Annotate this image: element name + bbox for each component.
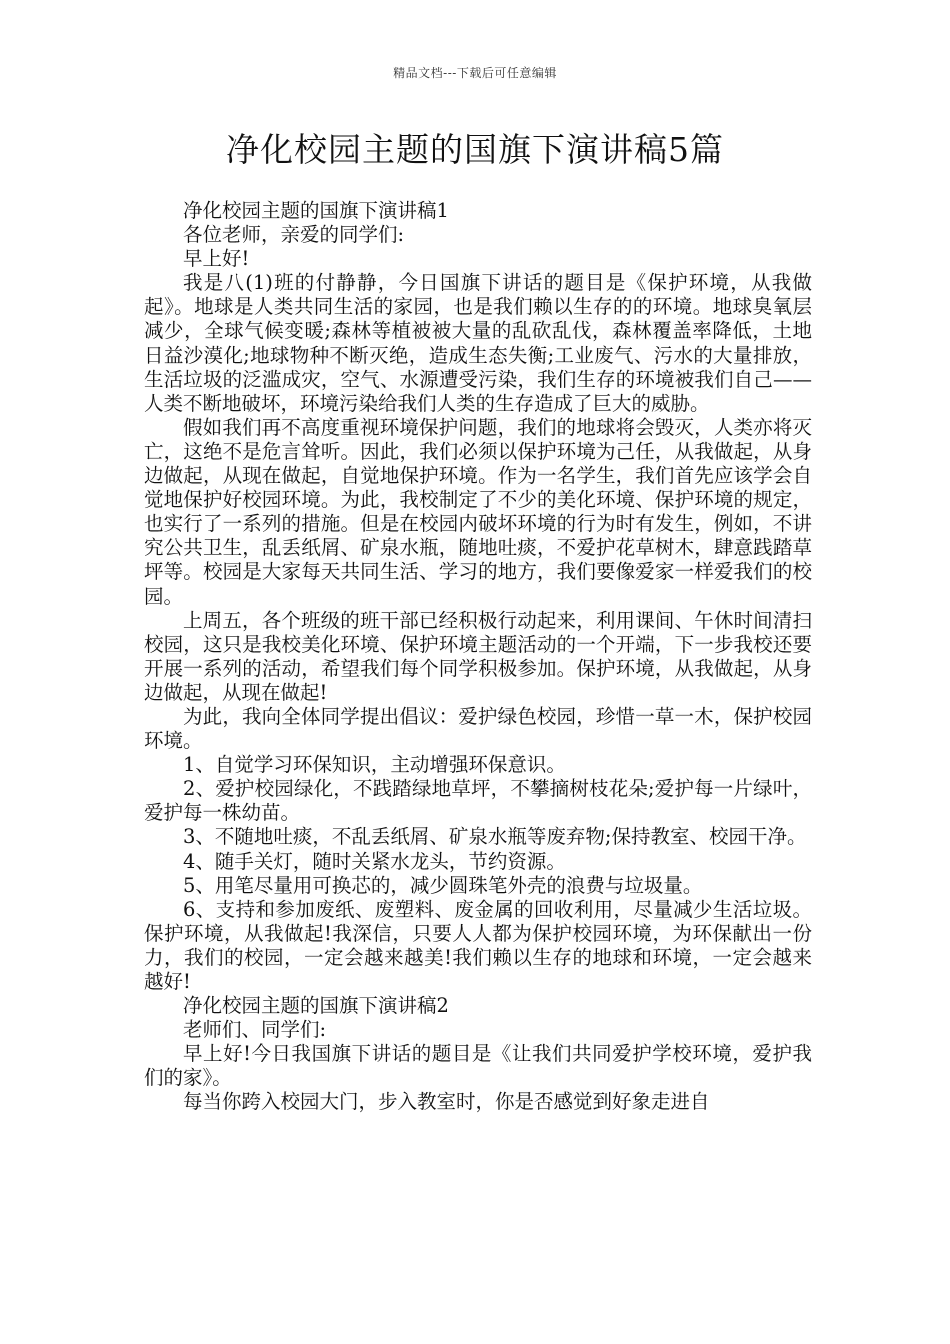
greeting: 各位老师，亲爱的同学们: [183,223,405,247]
paragraph: 假如我们再不高度重视环境保护问题，我们的地球将会毁灭，人类亦将灭亡，这绝不是危言耸听。因此，我们必须以保护环境为己任，从我做起，从身边做起，从现在做起，自觉地保护环境。作为一名学生，我们首先应该学会自觉地保护好校园环境。为此，我校制定了不少的美化环境、保护环境的规定，也实行了一系列的措施。但是在校园内破坏环境的行为时有发生，例如，不讲究公共卫生，乱丢纸屑、矿泉水瓶，随地吐痰，不爱护花草树木，肆意践踏草坪等。校园是大家每天共同生活、学习的地方，我们要像爱家一样爱我们的校园。 [144,415,812,608]
greeting: 老师们、同学们: [183,1018,327,1042]
greeting: 早上好! [183,247,250,271]
list-item: 6、支持和参加废纸、废塑料、废金属的回收利用，尽量减少生活垃圾。保护环境，从我做起!我深信，只要人人都为保护校园环境，为环保献出一份力，我们的校园，一定会越来越美!我们赖以生存的地球和环境，一定会越来越好! [144,897,812,993]
header-note: 精品文档---下载后可任意编辑 [393,66,557,80]
section-heading: 净化校园主题的国旗下演讲稿1 [183,199,449,222]
list-item: 2、爱护校园绿化，不践踏绿地草坪，不攀摘树枝花朵;爱护每一片绿叶，爱护每一株幼苗。 [144,777,812,825]
list-item: 5、用笔尽量用可换芯的，减少圆珠笔外壳的浪费与垃圾量。 [183,873,703,897]
paragraph: 为此，我向全体同学提出倡议：爱护绿色校园，珍惜一草一木，保护校园环境。 [144,704,812,753]
paragraph: 早上好!今日我国旗下讲话的题目是《让我们共同爱护学校环境，爱护我们的家》。 [144,1042,812,1090]
list-item: 1、自觉学习环保知识，主动增强环保意识。 [183,753,566,777]
paragraph: 我是八(1)班的付静静，今日国旗下讲话的题目是《保护环境，从我做起》。地球是人类共同生活的家园，也是我们赖以生存的的环境。地球臭氧层减少，全球气候变暖;森林等植被被大量的乱砍乱伐，森林覆盖率降低，土地日益沙漠化;地球物种不断灭绝，造成生态失衡;工业废气、污水的大量排放，生活垃圾的泛滥成灾，空气、水源遭受污染，我们生存的环境被我们自己——人类不断地破坏，环境污染给我们人类的生存造成了巨大的威胁。 [144,271,812,415]
section-heading: 净化校园主题的国旗下演讲稿2 [183,994,449,1018]
paragraph: 上周五，各个班级的班干部已经积极行动起来，利用课间、午休时间清扫校园，这只是我校美化环境、保护环境主题活动的一个开端，下一步我校还要开展一系列的活动，希望我们每个同学积极参加。保护环境，从我做起，从身边做起，从现在做起! [144,608,812,704]
document-title: 净化校园主题的国旗下演讲稿5篇 [226,130,724,169]
document-body [144,199,812,1115]
list-item: 4、随手关灯，随时关紧水龙头，节约资源。 [183,849,566,873]
paragraph: 每当你跨入校园大门，步入教室时，你是否感觉到好象走进自 [183,1090,710,1114]
list-item: 3、不随地吐痰，不乱丢纸屑、矿泉水瓶等废弃物;保持教室、校园干净。 [183,825,807,849]
